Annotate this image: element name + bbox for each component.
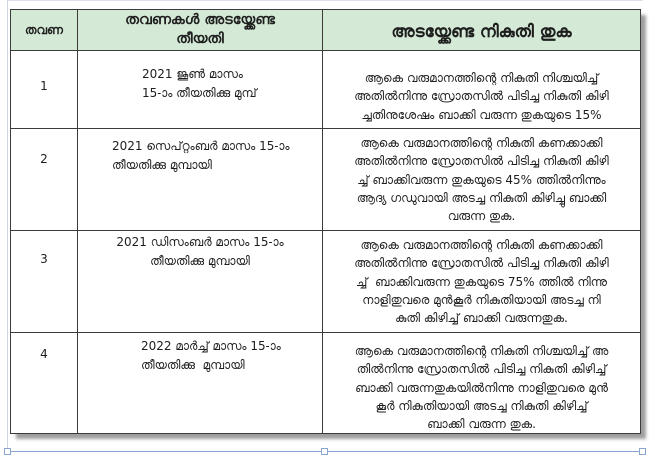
tax-amount-cell	[323, 333, 641, 434]
tax-amount-line: തിൽനിന്നു സ്രോതസിൽ പിടിച്ച നികുതി കിഴിച്ച്	[356, 362, 607, 377]
cell-content	[78, 51, 322, 128]
cell-content	[11, 51, 77, 128]
tax-amount-line: ആകെ വരുമാനത്തിന്റെ നികുതി കണക്കാക്കി	[360, 238, 603, 252]
header-tax-amount-label: അടയ്ക്കേണ്ട നികുതി തുക	[391, 22, 572, 42]
installment-number: 2	[40, 152, 48, 166]
installment-number: 1	[40, 79, 48, 93]
tax-amount-line: ആദ്യ ഗഡുവായി അടച്ച നികുതി കിഴിച്ചു ബാക്കി	[356, 190, 607, 205]
resize-handle-bottom-center[interactable]	[321, 448, 328, 455]
cell-content	[323, 231, 640, 332]
tax-amount-line: ആകെ വരുമാനത്തിന്റെ നികുതി കണക്കാക്കി	[360, 136, 603, 150]
cell-content	[78, 129, 322, 230]
resize-handle-bottom-right[interactable]	[639, 448, 646, 455]
tax-amount-line: കുതി കിഴിച്ച് ബാക്കി വരുന്നതുക.	[395, 311, 568, 326]
installment-cell	[11, 333, 78, 434]
tax-amount-line: ബാക്കി വരുന്ന തുക.	[427, 417, 536, 432]
header-row	[11, 10, 641, 51]
tax-amount-line: ച്ച് ബാക്കിവരുന്ന തുകയുടെ 75% ത്തിൽ നിന്നു	[355, 274, 608, 289]
cell-content	[323, 129, 640, 230]
cell-content	[78, 10, 322, 50]
tax-amount-line: ആകെ വരുമാനത്തിന്റെ നികുതി നിശ്ചയിച്ച്	[364, 71, 599, 85]
table-row	[11, 129, 641, 231]
cell-content	[78, 333, 322, 433]
table-row	[11, 333, 641, 434]
cell-content	[323, 10, 640, 50]
due-date-line: 15-ാം തീയതിക്കു മുമ്പ്	[142, 85, 257, 100]
image-frame-left-edge	[7, 0, 8, 452]
cell-content	[11, 231, 77, 332]
tax-amount-line: അതിൽനിന്നു സ്രോതസിൽ പിടിച്ച നികുതി കിഴി	[354, 154, 609, 169]
tax-table-image-object[interactable]	[10, 9, 640, 433]
due-date-line: 2021 ഡിസംബർ മാസം 15-ാം	[116, 235, 284, 249]
header-due-date-line: തീയതി	[176, 31, 224, 47]
due-date-line: 2022 മാർച്ച് മാസം 15-ാം	[141, 339, 281, 353]
installment-number: 3	[40, 252, 48, 266]
cell-content	[11, 10, 77, 50]
advance-tax-installment-table	[10, 9, 641, 434]
header-cell-installment	[11, 10, 78, 51]
installment-cell	[11, 51, 78, 129]
tax-amount-line: നാളിതുവരെ മുൻകൂർ നികുതിയായി അടച്ച നി	[362, 292, 601, 307]
tax-amount-line: വരുന്ന തുക.	[447, 209, 516, 224]
header-cell-tax-amount	[323, 10, 641, 51]
cell-content	[323, 333, 640, 433]
tax-amount-line: അതിൽനിന്നു സ്രോതസിൽ പിടിച്ച നികുതി കിഴി	[354, 256, 609, 271]
due-date-line: 2021 സെപ്റ്റംബർ മാസം 15-ാം	[112, 139, 290, 153]
tax-amount-line: ച്ച് ബാക്കിവരുന്ന തുകയുടെ 45% ത്തിൽനിന്നും	[357, 172, 606, 187]
cell-content	[11, 333, 77, 433]
table-row	[11, 51, 641, 129]
cell-content	[323, 51, 640, 128]
due-date-line: തീയതിക്കു മുമ്പായി	[150, 253, 250, 268]
installment-cell	[11, 129, 78, 231]
image-frame-top-edge	[7, 0, 643, 1]
header-installment-label: തവണ	[25, 23, 63, 37]
header-cell-due-date	[78, 10, 323, 51]
due-date-line: തീയതിക്കു മുമ്പായി	[141, 357, 245, 372]
tax-amount-cell	[323, 231, 641, 333]
due-date-cell	[78, 333, 323, 434]
tax-amount-line: ബാക്കി വരുന്നതുകയിൽനിന്നു നാളിതുവരെ മുൻ	[355, 380, 608, 395]
installment-cell	[11, 231, 78, 333]
installment-number: 4	[40, 347, 48, 361]
tax-amount-line: ആകെ വരുമാനത്തിന്റെ നികുതി നിശ്ചയിച്ച് അ	[354, 344, 609, 358]
due-date-cell	[78, 51, 323, 129]
tax-amount-line: അതിൽനിന്നു സ്രോതസിൽ പിടിച്ച നികുതി കിഴി	[354, 89, 609, 104]
tax-amount-line: ച്ചതിനുശേഷം ബാക്കി വരുന്ന തുകയുടെ 15%	[361, 107, 602, 122]
tax-amount-line: കൂർ നികുതിയായി അടച്ച നികുതി കിഴിച്ച്	[375, 398, 588, 413]
cell-content	[78, 231, 322, 332]
tax-amount-cell	[323, 129, 641, 231]
table-row	[11, 231, 641, 333]
due-date-line: തീയതിക്കു മുമ്പായി	[112, 157, 212, 172]
due-date-line: 2021 ജൂൺ മാസം	[142, 67, 243, 81]
due-date-cell	[78, 231, 323, 333]
header-due-date-line: തവണകൾ അടയ്ക്കേണ്ട	[125, 12, 275, 28]
resize-handle-bottom-left[interactable]	[4, 448, 11, 455]
due-date-cell	[78, 129, 323, 231]
tax-amount-cell	[323, 51, 641, 129]
cell-content	[11, 129, 77, 230]
